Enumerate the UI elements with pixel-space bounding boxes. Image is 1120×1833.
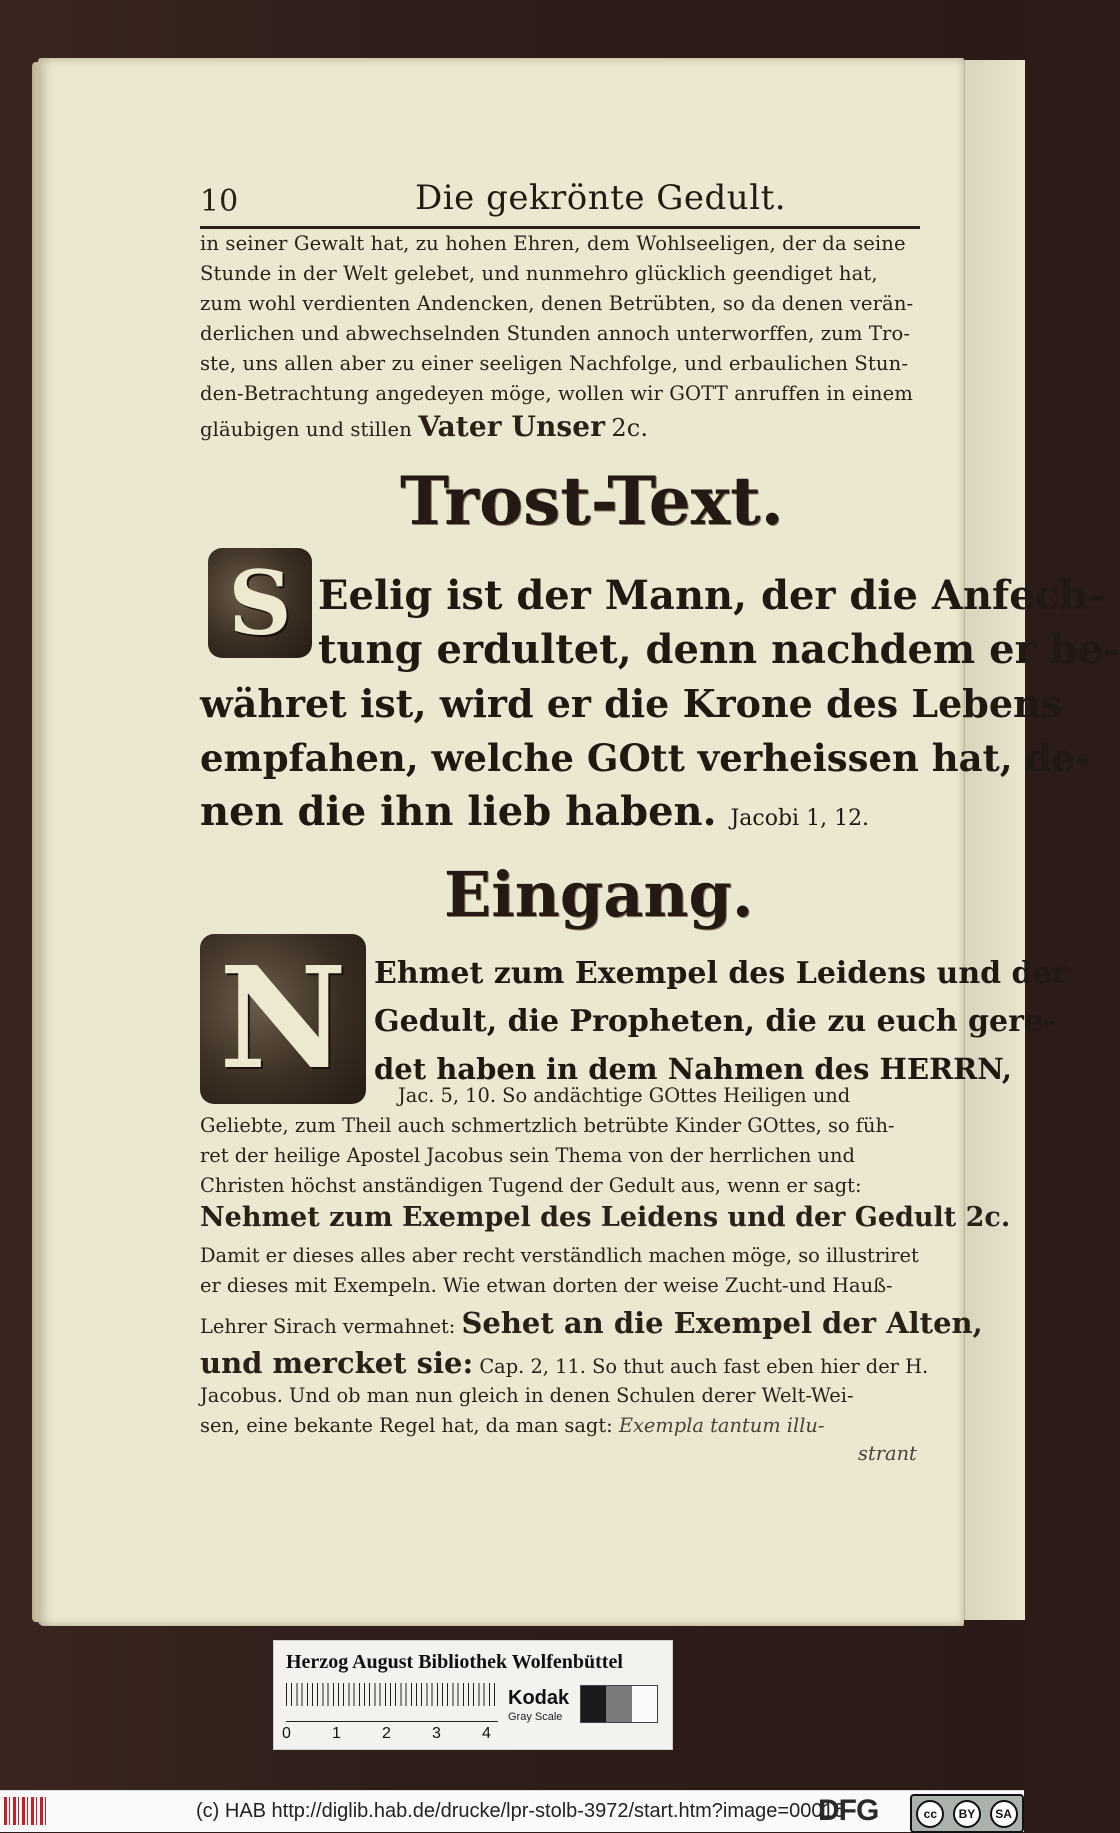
intro-big-line: Gedult, die Propheten, die zu euch gere- <box>374 1004 1056 1039</box>
header-rule <box>200 226 920 229</box>
ruler-number: 0 <box>282 1725 291 1742</box>
etc-mark: 2c. <box>611 414 649 442</box>
ruler-ticks <box>286 1683 498 1721</box>
ruler-number: 1 <box>332 1725 341 1742</box>
text-line: Stunde in der Welt gelebet, und nunmehro glücklich geendiget hat, <box>200 262 878 285</box>
citation-link[interactable]: (c) HAB http://diglib.hab.de/drucke/lpr-stolb-3972/start.htm?image=00016 <box>196 1800 845 1822</box>
text-line: Jac. 5, 10. So andächtige GOttes Heiligen und <box>398 1084 851 1107</box>
verse-reference: Jacobi 1, 12. <box>730 806 870 831</box>
adjacent-page <box>964 60 1025 1620</box>
by-icon: BY <box>953 1800 981 1828</box>
verse-line: währet ist, wird er die Krone des Lebens <box>200 681 1063 726</box>
cc-icon: cc <box>916 1800 944 1828</box>
ruler-number: 2 <box>382 1725 391 1742</box>
text-lead: Lehrer Sirach vermahnet: <box>200 1315 456 1338</box>
drop-cap-s <box>208 548 312 658</box>
heading-eingang: Eingang. <box>444 858 754 931</box>
text-line: Jacobus. Und ob man nun gleich in denen Schulen derer Welt-Wei- <box>200 1384 854 1407</box>
text-line: er dieses mit Exempeln. Wie etwan dorten der weise Zucht-und Hauß- <box>200 1274 893 1297</box>
cc-license-badge[interactable] <box>910 1794 1024 1833</box>
text-line: derlichen und abwechselnden Stunden annoch unterworffen, zum Tro- <box>200 322 911 345</box>
text-line: Geliebte, zum Theil auch schmertzlich betrübte Kinder GOttes, so füh- <box>200 1114 895 1137</box>
swatch-gray <box>606 1686 631 1722</box>
text-line: ste, uns allen aber zu einer seeligen Nachfolge, und erbaulichen Stun- <box>200 352 909 375</box>
catchword: strant <box>858 1442 917 1465</box>
swatch-white <box>632 1686 657 1722</box>
intro-big-line: Ehmet zum Exempel des Leidens und der <box>374 956 1068 991</box>
ruler-number: 4 <box>482 1725 491 1742</box>
ruler-baseline <box>286 1721 498 1722</box>
text-line: Christen höchst anständigen Tugend der Gedult aus, wenn er sagt: <box>200 1174 862 1197</box>
drop-cap-n <box>200 934 366 1104</box>
text-line-sirach <box>200 1306 983 1340</box>
gray-scale-label: Gray Scale <box>508 1711 563 1723</box>
verse-line: tung erdultet, denn nachdem er be- <box>318 626 1120 673</box>
verse-line: nen die ihn lieb haben. <box>200 788 717 835</box>
ruler-number: 3 <box>432 1725 441 1742</box>
drop-cap-letter: N <box>219 937 347 1101</box>
intro-big-line: det haben in dem Nahmen des HERRN, <box>374 1052 1013 1086</box>
text-line: zum wohl verdienten Andencken, denen Betrübten, so da denen verän- <box>200 292 914 315</box>
kodak-brand: Kodak <box>508 1687 570 1709</box>
heading-trost-text: Trost-Text. <box>400 462 784 540</box>
prayer-title: Vater Unser <box>418 410 606 443</box>
sirach-quote: Sehet an die Exempel der Alten, <box>461 1306 983 1340</box>
sa-icon: SA <box>990 1800 1018 1828</box>
text-line-last <box>200 410 648 443</box>
swatch-black <box>581 1686 606 1722</box>
gray-scale-swatches <box>580 1685 658 1723</box>
text-lead: sen, eine bekante Regel hat, da man sagt: <box>200 1414 613 1437</box>
text-line-sirach-2 <box>200 1346 928 1380</box>
text-line: den-Betrachtung angedeyen möge, wollen wir GOTT anruffen in einem <box>200 382 913 405</box>
sirach-reference: Cap. 2, 11. So thut auch fast eben hier der H. <box>479 1355 929 1378</box>
text-lead: gläubigen und stillen <box>200 418 412 441</box>
verse-line: Eelig ist der Mann, der die Anfech- <box>318 572 1105 619</box>
page-number: 10 <box>200 184 239 219</box>
hab-logo-icon <box>4 1797 46 1825</box>
page-header <box>200 178 920 224</box>
text-line: in seiner Gewalt hat, zu hohen Ehren, dem Wohlseeligen, der da seine <box>200 232 906 255</box>
drop-cap-letter: S <box>228 551 292 655</box>
sirach-quote-2: und mercket sie: <box>200 1346 474 1380</box>
library-label-card <box>273 1640 673 1750</box>
text-line: Damit er dieses alles aber recht verständlich machen möge, so illustriret <box>200 1244 919 1267</box>
dfg-logo: DFG <box>818 1794 879 1827</box>
emphasized-quote: Nehmet zum Exempel des Leidens und der Gedult 2c. <box>200 1202 1011 1233</box>
text-line-last <box>200 1414 824 1437</box>
text-line: ret der heilige Apostel Jacobus sein Thema von der herrlichen und <box>200 1144 855 1167</box>
running-head: Die gekrönte Gedult. <box>415 178 787 218</box>
footer-bar <box>0 1790 1024 1832</box>
verse-line: empfahen, welche GOtt verheissen hat, de- <box>200 736 1091 780</box>
library-name: Herzog August Bibliothek Wolfenbüttel <box>286 1651 623 1673</box>
verse-line-last <box>200 786 869 845</box>
latin-quote: Exempla tantum illu- <box>618 1414 825 1437</box>
